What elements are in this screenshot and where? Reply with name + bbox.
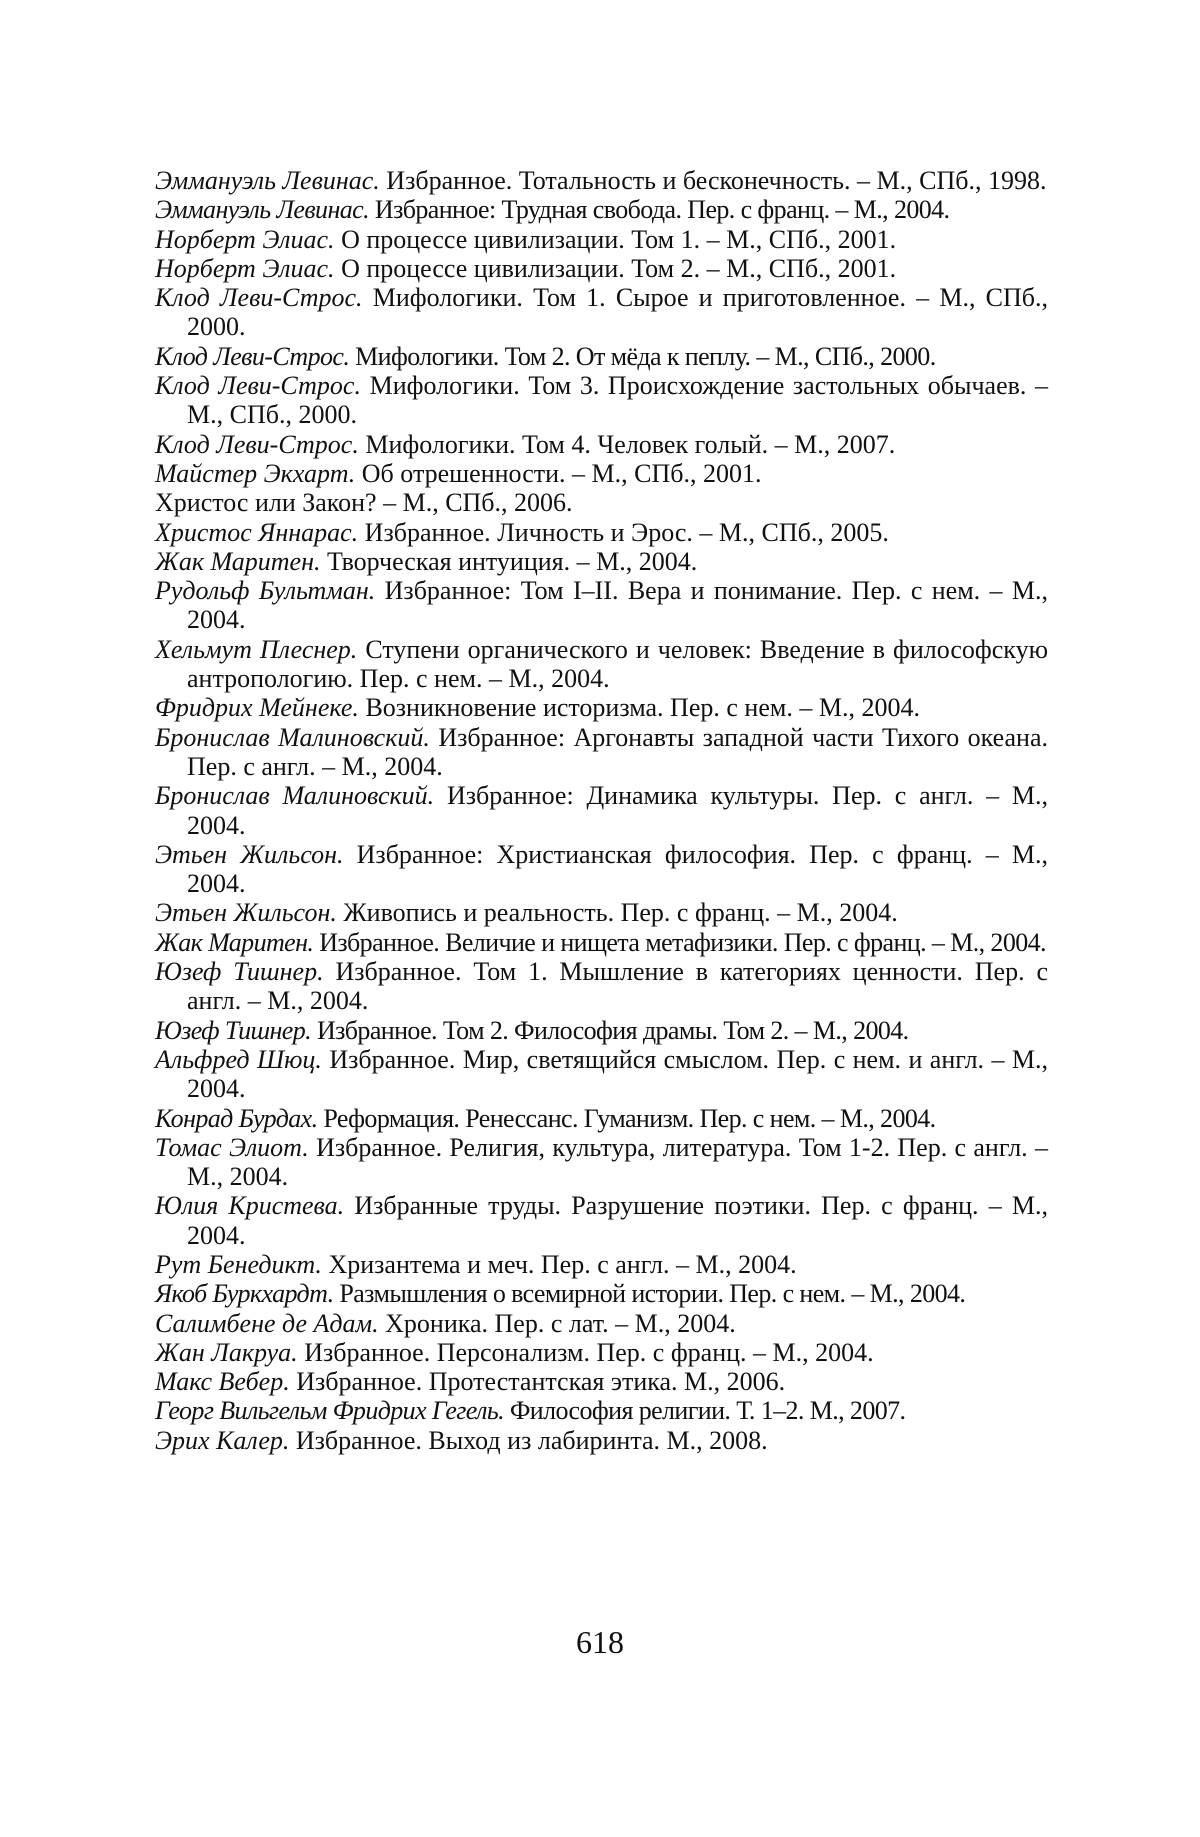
entry-author: Юзеф Тишнер. xyxy=(155,1015,312,1045)
bibliography-entry xyxy=(155,371,1048,430)
entry-author: Жак Маритен. xyxy=(155,927,314,957)
entry-text: Творческая интуиция. – М., 2004. xyxy=(320,546,698,576)
entry-text: Избранное. Религия, культура, литература. Том 1-2. Пер. с англ. – М., 2004. xyxy=(187,1132,1048,1192)
entry-text: Ступени органического и человек: Введение в философскую антропологию. Пер. с нем. – М., 2004. xyxy=(187,634,1048,694)
bibliography-entry xyxy=(155,459,1048,488)
bibliography-entry xyxy=(155,342,1048,371)
bibliography-entry xyxy=(155,1426,1048,1455)
bibliography-entry xyxy=(155,283,1048,342)
entry-author: Юзеф Тишнер. xyxy=(155,957,324,987)
page-number: 618 xyxy=(576,1624,624,1660)
bibliography-entry xyxy=(155,1016,1048,1045)
bibliography-entry xyxy=(155,898,1048,927)
entry-text: Избранное. Персонализм. Пер. с франц. – М., 2004. xyxy=(297,1337,874,1367)
bibliography-entry xyxy=(155,195,1048,224)
entry-text: Мифологики. Том 1. Сырое и приготовленное. – М., СПб., 2000. xyxy=(187,283,1048,342)
entry-text: Возникновение историзма. Пер. с нем. – М., 2004. xyxy=(358,693,920,723)
bibliography-entry xyxy=(155,1279,1048,1308)
entry-text: Живопись и реальность. Пер. с франц. – М., 2004. xyxy=(336,898,898,928)
bibliography-entry xyxy=(155,547,1048,576)
bibliography-entry xyxy=(155,957,1048,1016)
entry-text: Хризантема и меч. Пер. с англ. – М., 2004. xyxy=(321,1249,797,1279)
bibliography-entry xyxy=(155,1309,1048,1338)
entry-text: Избранное. Личность и Эрос. – М., СПб., 2005. xyxy=(358,517,889,547)
bibliography-entry xyxy=(155,693,1048,722)
bibliography-entry xyxy=(155,723,1048,782)
bibliography-entry xyxy=(155,1367,1048,1396)
entry-text: О процессе цивилизации. Том 2. – М., СПб., 2001. xyxy=(334,253,897,283)
entry-text: Размышления о всемирной истории. Пер. с нем. – М., 2004. xyxy=(333,1279,966,1309)
bibliography-entry xyxy=(155,1338,1048,1367)
entry-author: Бронислав Малиновский. xyxy=(155,781,435,811)
entry-author: Якоб Буркхардт. xyxy=(155,1279,334,1309)
entry-author: Этьен Жильсон. xyxy=(155,839,344,869)
entry-author: Юлия Кристева. xyxy=(155,1191,345,1221)
entry-text: Избранное: Том I–II. Вера и понимание. Пер. с нем. – М., 2004. xyxy=(187,576,1048,635)
bibliography-entry xyxy=(155,635,1048,694)
entry-text: Реформация. Ренессанс. Гуманизм. Пер. с нем. – М., 2004. xyxy=(317,1103,936,1133)
entry-text: Избранное: Динамика культуры. Пер. с англ. – М., 2004. xyxy=(187,781,1049,840)
entry-author: Жак Маритен. xyxy=(155,546,321,576)
entry-text: Избранное. Выход из лабиринта. М., 2008. xyxy=(289,1425,768,1455)
bibliography-entry xyxy=(155,576,1048,635)
entry-author: Рут Бенедикт. xyxy=(155,1249,322,1279)
entry-text: Избранное. Том 2. Философия драмы. Том 2. – М., 2004. xyxy=(311,1015,909,1045)
entry-text: Христос или Закон? – М., СПб., 2006. xyxy=(155,488,573,518)
entry-author: Христос Яннарас. xyxy=(155,517,359,547)
entry-text: Избранное: Трудная свобода. Пер. с франц. – М., 2004. xyxy=(369,195,950,225)
entry-text: Избранное. Тотальность и бесконечность. – М., СПб., 1998. xyxy=(379,166,1047,195)
entry-text: О процессе цивилизации. Том 1. – М., СПб., 2001. xyxy=(334,224,897,254)
entry-text: Мифологики. Том 3. Происхождение застольных обычаев. – М., СПб., 2000. xyxy=(187,371,1048,430)
bibliography-entry xyxy=(155,840,1048,899)
entry-text: Избранное. Том 1. Мышление в категориях ценности. Пер. с англ. – М., 2004. xyxy=(187,957,1048,1016)
bibliography-entry xyxy=(155,166,1048,195)
entry-author: Бронислав Малиновский. xyxy=(155,722,430,752)
bibliography-entry xyxy=(155,1133,1048,1192)
bibliography-entry xyxy=(155,518,1048,547)
entry-text: Избранное. Протестантская этика. М., 2006. xyxy=(289,1367,786,1397)
entry-author: Эммануэль Левинас. xyxy=(155,195,369,225)
bibliography-entry xyxy=(155,430,1048,459)
bibliography-entry xyxy=(155,1104,1048,1133)
entry-author: Клод Леви-Строс. xyxy=(155,341,350,371)
entry-text: Избранные труды. Разрушение поэтики. Пер. с франц. – М., 2004. xyxy=(187,1191,1048,1250)
bibliography-entry xyxy=(155,928,1048,957)
entry-author: Фридрих Мейнеке. xyxy=(155,693,359,723)
entry-author: Хельмут Плеснер. xyxy=(155,634,358,664)
bibliography-entry xyxy=(155,488,1048,517)
entry-author: Салимбене де Адам. xyxy=(155,1308,379,1338)
bibliography-entry xyxy=(155,781,1048,840)
bibliography-entry xyxy=(155,254,1048,283)
entry-author: Клод Леви-Строс. xyxy=(155,371,361,401)
entry-author: Эрих Калер. xyxy=(155,1425,290,1455)
entry-author: Майстер Экхарт. xyxy=(155,458,356,488)
bibliography-entry xyxy=(155,225,1048,254)
entry-author: Жан Лакруа. xyxy=(155,1337,298,1367)
bibliography-list xyxy=(155,166,1048,1455)
entry-author: Рудольф Бультман. xyxy=(155,576,376,606)
entry-author: Томас Элиот. xyxy=(155,1132,309,1162)
entry-text: Об отрешенности. – М., СПб., 2001. xyxy=(355,458,762,488)
entry-text: Избранное. Мир, светящийся смыслом. Пер. с нем. и англ. – М., 2004. xyxy=(187,1044,1048,1104)
entry-author: Эммануэль Левинас. xyxy=(155,166,380,195)
entry-author: Клод Леви-Строс. xyxy=(155,283,363,313)
bibliography-entry xyxy=(155,1250,1048,1279)
entry-author: Этьен Жильсон. xyxy=(155,898,337,928)
entry-text: Избранное. Величие и нищета метафизики. Пер. с франц. – М., 2004. xyxy=(313,927,1046,957)
entry-author: Норберт Элиас. xyxy=(155,224,335,254)
entry-text: Избранное: Аргонавты западной части Тихого океана. Пер. с англ. – М., 2004. xyxy=(187,722,1048,781)
entry-author: Альфред Шюц. xyxy=(155,1044,322,1074)
entry-author: Конрад Бурдах. xyxy=(155,1103,318,1133)
entry-author: Клод Леви-Строс. xyxy=(155,429,359,459)
entry-author: Макс Вебер. xyxy=(155,1367,290,1397)
bibliography-entry xyxy=(155,1396,1048,1425)
entry-text: Мифологики. Том 4. Человек голый. – М., 2007. xyxy=(358,429,896,459)
bibliography-entry xyxy=(155,1045,1048,1104)
entry-text: Избранное: Христианская философия. Пер. с франц. – М., 2004. xyxy=(187,839,1048,899)
entry-author: Георг Вильгельм Фридрих Гегель. xyxy=(155,1396,504,1426)
entry-text: Мифологики. Том 2. От мёда к пеплу. – М., СПб., 2000. xyxy=(349,341,936,371)
entry-author: Норберт Элиас. xyxy=(155,253,335,283)
bibliography-entry xyxy=(155,1191,1048,1250)
entry-text: Хроника. Пер. с лат. – М., 2004. xyxy=(378,1308,736,1338)
entry-text: Философия религии. Т. 1–2. М., 2007. xyxy=(503,1396,906,1426)
